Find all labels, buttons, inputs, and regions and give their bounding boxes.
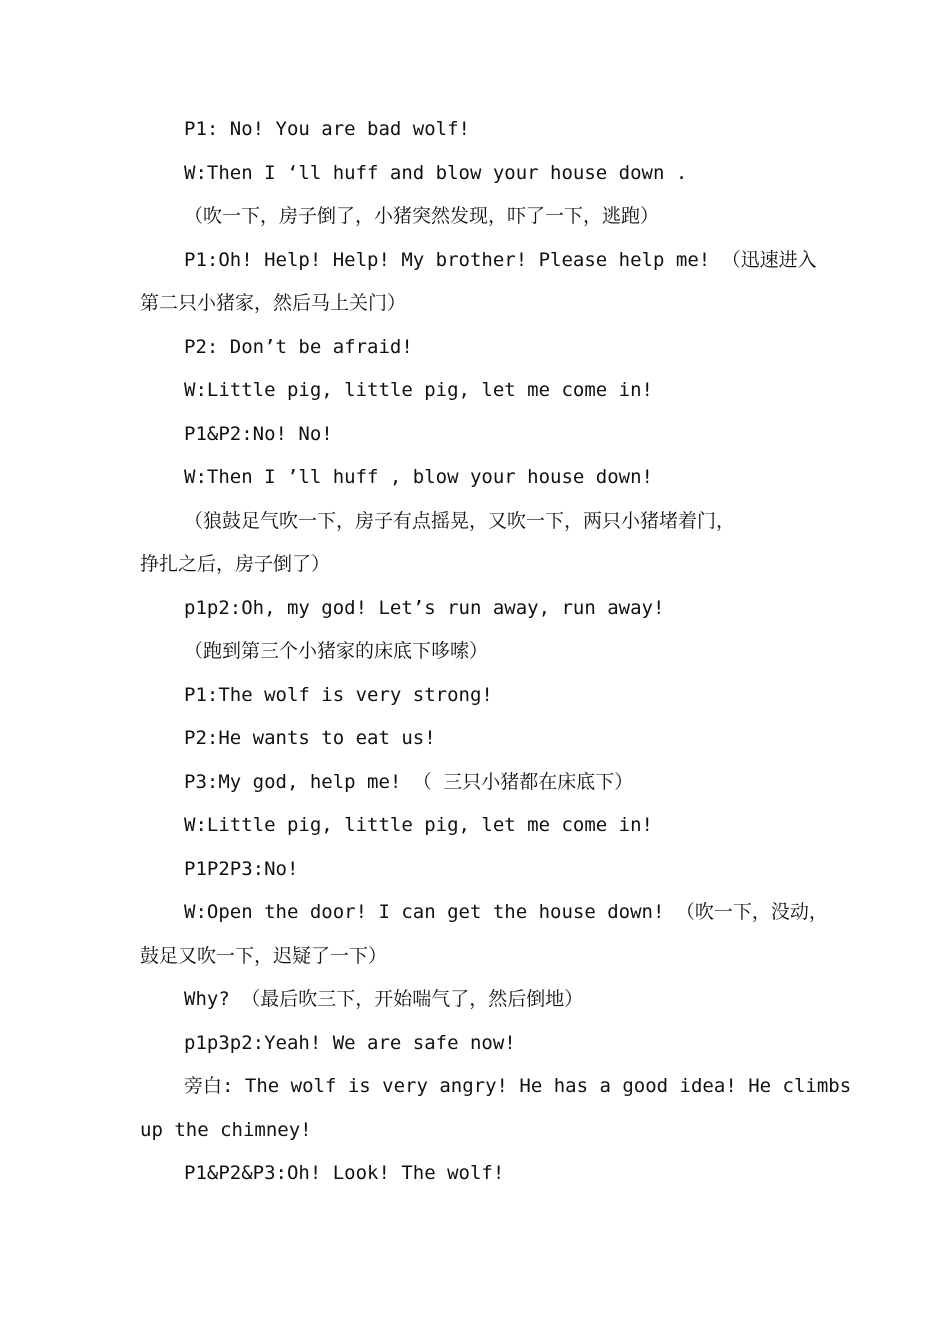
text-line: 旁白: The wolf is very angry! He has a good idea! He climbs bbox=[184, 1075, 852, 1097]
text-line: W:Open the door! I can get the house down! （吹一下，没动， bbox=[184, 901, 828, 923]
text-line: （跑到第三个小猪家的床底下哆嗦） bbox=[184, 640, 489, 662]
text-line: W:Little pig, little pig, let me come in! bbox=[184, 379, 653, 401]
text-line: P1:Oh! Help! Help! My brother! Please help me! （迅速进入 bbox=[184, 248, 817, 271]
text-line: p1p2:Oh, my god! Let’s run away, run away! bbox=[184, 596, 665, 619]
text-line: （吹一下，房子倒了，小猪突然发现，吓了一下，逃跑） bbox=[184, 205, 660, 227]
text-line: P3:My god, help me! （ 三只小猪都在床底下） bbox=[184, 770, 634, 793]
text-line: P2: Don’t be afraid! bbox=[184, 335, 413, 358]
text-line: 挣扎之后，房子倒了） bbox=[140, 553, 331, 575]
text-line: 鼓足又吹一下，迟疑了一下） bbox=[140, 944, 388, 967]
text-line: P1&P2:No! No! bbox=[184, 422, 333, 445]
text-line: W:Little pig, little pig, let me come in! bbox=[184, 814, 653, 836]
text-line: P2:He wants to eat us! bbox=[184, 727, 436, 749]
text-line: Why? （最后吹三下，开始喘气了，然后倒地） bbox=[184, 988, 584, 1010]
text-line: （狼鼓足气吹一下，房子有点摇晃，又吹一下，两只小猪堵着门， bbox=[184, 509, 736, 532]
script-text-body bbox=[140, 108, 852, 1196]
text-line: W:Then I ‘ll huff and blow your house down . bbox=[184, 161, 688, 184]
text-line: P1&P2&P3:Oh! Look! The wolf! bbox=[184, 1162, 505, 1184]
text-line: P1P2P3:No! bbox=[184, 857, 299, 880]
text-line: p1p3p2:Yeah! We are safe now! bbox=[184, 1031, 516, 1054]
text-line: 第二只小猪家，然后马上关门） bbox=[140, 292, 407, 314]
text-line: up the chimney! bbox=[140, 1118, 312, 1141]
text-line: P1: No! You are bad wolf! bbox=[184, 118, 470, 140]
text-line: P1:The wolf is very strong! bbox=[184, 683, 493, 706]
text-line: W:Then I ’ll huff , blow your house down! bbox=[184, 466, 653, 488]
